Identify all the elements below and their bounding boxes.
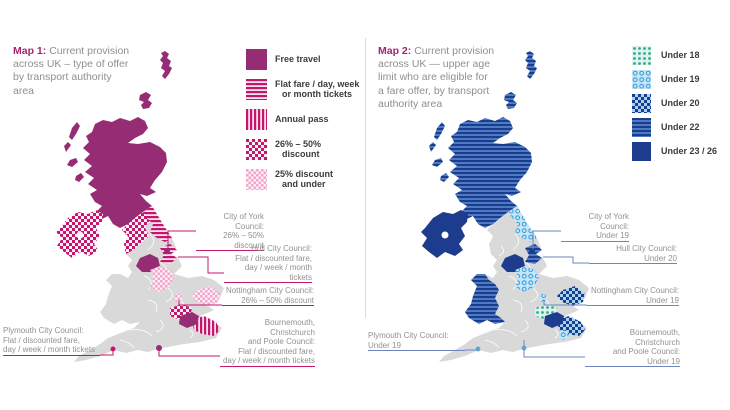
region-orkney	[504, 92, 517, 109]
annotation-plymouth: Plymouth City Council: Under 19	[368, 331, 465, 351]
legend-item-under-19: Under 19	[632, 70, 717, 89]
leader-bournemouth	[159, 350, 220, 356]
map2-title: Map 2: Current provision across UK — upper age limit who are eligible for a fare offer, by transport authority area	[378, 45, 504, 111]
region-nottingham	[174, 294, 182, 302]
annotation-hull: Hull City Council: Flat / discounted fare, day / week / month tickets	[224, 244, 312, 283]
map1-title: Map 1: Current provision across UK – type of offer by transport authority area	[13, 45, 139, 98]
map1-title-prefix: Map 1:	[13, 45, 47, 57]
annotation-york: City of York Council: Under 19	[561, 212, 629, 242]
map2-title-prefix: Map 2:	[378, 45, 412, 57]
map2-title-line1: Map 2: Current provision	[378, 45, 495, 57]
region-hebrides	[429, 122, 449, 182]
legend-item-under-23-26: Under 23 / 26	[632, 142, 717, 161]
annotation-bournemouth: Bournemouth, Christchurch and Poole Council: Under 19	[585, 328, 680, 367]
lough-neagh	[77, 232, 84, 239]
legend-item-under-20: Under 20	[632, 94, 717, 113]
leader-hull	[178, 257, 224, 273]
region-york	[529, 248, 535, 254]
map2-panel	[365, 0, 730, 410]
legend-item-flat-fare: Flat fare / day, week or month tickets	[246, 79, 359, 100]
region-york	[164, 248, 170, 254]
annotation-nottingham: Nottingham City Council: Under 19	[587, 286, 679, 306]
panel-divider	[365, 38, 366, 318]
region-orkney	[139, 92, 152, 109]
legend-item-discount-25-under: 25% discount and under	[246, 169, 359, 190]
annotation-york: City of York Council: 26% – 50% discount	[196, 212, 264, 251]
legend-item-free-travel: Free travel	[246, 49, 359, 70]
legend-item-discount-26-50: 26% – 50% discount	[246, 139, 359, 160]
lough-neagh	[442, 232, 449, 239]
legend-item-under-22: Under 22	[632, 118, 717, 137]
annotation-plymouth: Plymouth City Council: Flat / discounted fare, day / week / month tickets	[3, 326, 100, 356]
region-hebrides	[64, 122, 84, 182]
leader-hull	[543, 257, 589, 263]
map1-title-line1: Map 1: Current provision	[13, 45, 130, 57]
annotation-hull: Hull City Council: Under 20	[589, 244, 677, 264]
region-kent-rings	[560, 331, 569, 340]
annotation-nottingham: Nottingham City Council: 26% – 50% discount	[222, 286, 314, 306]
legend-item-under-18: Under 18	[632, 46, 717, 65]
legend-item-annual-pass: Annual pass	[246, 109, 359, 130]
region-shetland	[525, 51, 537, 79]
region-shetland	[160, 51, 172, 79]
region-nottingham	[539, 294, 547, 302]
annotation-bournemouth: Bournemouth, Christchurch and Poole Council: Flat / discounted fare, day / week / month tickets	[220, 318, 315, 367]
